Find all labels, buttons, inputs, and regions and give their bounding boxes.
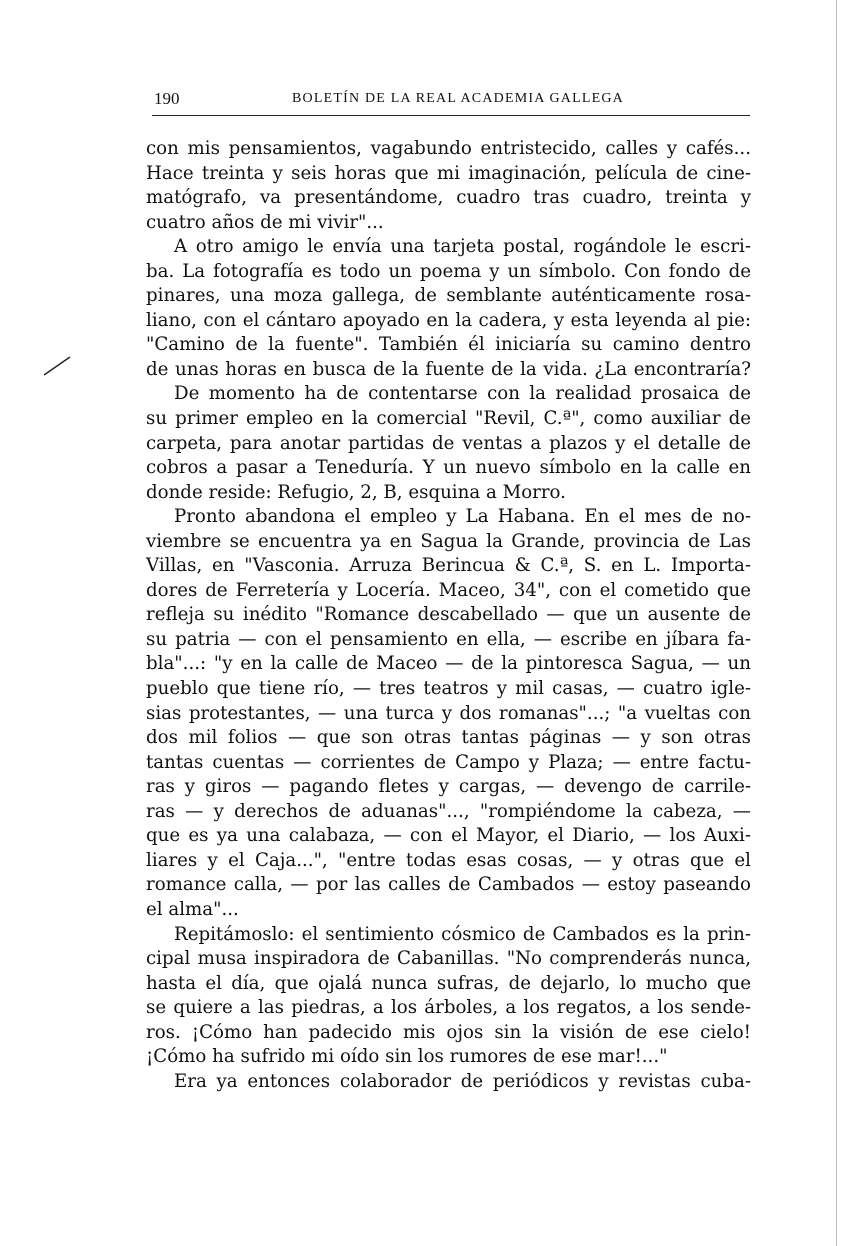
text-line: Villas, en "Vasconia. Arruza Berincua & C.ª, S. en L. Importa- — [146, 555, 751, 577]
text-line: liares y el Caja...", "entre todas esas cosas, — y otras que el — [146, 849, 751, 871]
text-line: matógrafo, va presentándome, cuadro tras cuadro, treinta y — [146, 187, 751, 209]
text-line: ros. ¡Cómo han padecido mis ojos sin la visión de ese cielo! — [146, 1021, 751, 1043]
running-header — [152, 89, 750, 116]
text-line: de unas horas en busca de la fuente de la vida. ¿La encontraría? — [146, 358, 751, 380]
text-line: Era ya entonces colaborador de periódicos y revistas cuba- — [174, 1070, 751, 1092]
text-line: romance calla, — por las calles de Cambados — estoy paseando — [146, 874, 751, 896]
text-line: Hace treinta y seis horas que mi imaginación, película de cine- — [146, 162, 751, 184]
text-line: sias protestantes, — una turca y dos romanas"...; "a vueltas con — [146, 702, 751, 724]
text-line: Pronto abandona el empleo y La Habana. En el mes de no- — [174, 506, 751, 528]
text-line: su primer empleo en la comercial "Revil, C.ª", como auxiliar de — [146, 408, 751, 430]
margin-pencil-mark — [42, 355, 72, 377]
text-line: tantas cuentas — corrientes de Campo y Plaza; — entre factu- — [146, 751, 751, 773]
page-number: 190 — [154, 89, 180, 108]
text-line: dos mil folios — que son otras tantas páginas — y son otras — [146, 727, 751, 749]
text-line: liano, con el cántaro apoyado en la cadera, y esta leyenda al pie: — [146, 309, 751, 331]
text-line: cuatro años de mi vivir"... — [146, 211, 384, 233]
text-line: con mis pensamientos, vagabundo entristecido, calles y cafés... — [146, 138, 751, 159]
text-line: se quiere a las piedras, a los árboles, a los regatos, a los sende- — [146, 997, 751, 1019]
text-line: ¡Cómo ha sufrido mi oído sin los rumores de ese mar!..." — [146, 1046, 668, 1068]
text-line: dores de Ferretería y Locería. Maceo, 34", con el cometido que — [146, 579, 751, 601]
text-line: que es ya una calabaza, — con el Mayor, el Diario, — los Auxi- — [146, 825, 751, 847]
text-line: su patria — con el pensamiento en ella, — escribe en jíbara fa- — [146, 628, 751, 650]
text-line: "Camino de la fuente". También él iniciaría su camino dentro — [146, 334, 751, 356]
text-line: carpeta, para anotar partidas de ventas a plazos y el detalle de — [146, 432, 751, 454]
text-line: ras — y derechos de aduanas"..., "rompiéndome la cabeza, — — [146, 800, 751, 822]
scan-edge-line — [836, 0, 837, 1246]
text-line: pinares, una moza gallega, de semblante auténticamente rosa- — [146, 285, 751, 307]
text-line: cipal musa inspiradora de Cabanillas. "No comprenderás nunca, — [146, 948, 751, 970]
text-line: refleja su inédito "Romance descabellado — que un ausente de — [146, 604, 751, 626]
text-line: De momento ha de contentarse con la realidad prosaica de — [174, 383, 751, 405]
body-text — [146, 137, 751, 1094]
text-line: Repitámoslo: el sentimiento cósmico de Cambados es la prin- — [174, 923, 751, 945]
text-line: pueblo que tiene río, — tres teatros y mil casas, — cuatro igle- — [146, 678, 751, 700]
text-line: hasta el día, que ojalá nunca sufras, de dejarlo, lo mucho que — [146, 972, 751, 994]
text-line: bla"...: "y en la calle de Maceo — de la pintoresca Sagua, — un — [146, 653, 751, 675]
text-line: cobros a pasar a Teneduría. Y un nuevo símbolo en la calle en — [146, 457, 751, 479]
text-line: A otro amigo le envía una tarjeta postal, rogándole le escri- — [174, 236, 751, 258]
text-line: ba. La fotografía es todo un poema y un símbolo. Con fondo de — [146, 260, 751, 282]
text-line: viembre se encuentra ya en Sagua la Grande, provincia de Las — [146, 530, 751, 552]
running-title: BOLETÍN DE LA REAL ACADEMIA GALLEGA — [292, 91, 624, 106]
text-line: ras y giros — pagando fletes y cargas, — devengo de carrile- — [146, 776, 751, 798]
text-line: donde reside: Refugio, 2, B, esquina a Morro. — [146, 481, 566, 503]
text-line: el alma"... — [146, 898, 239, 920]
